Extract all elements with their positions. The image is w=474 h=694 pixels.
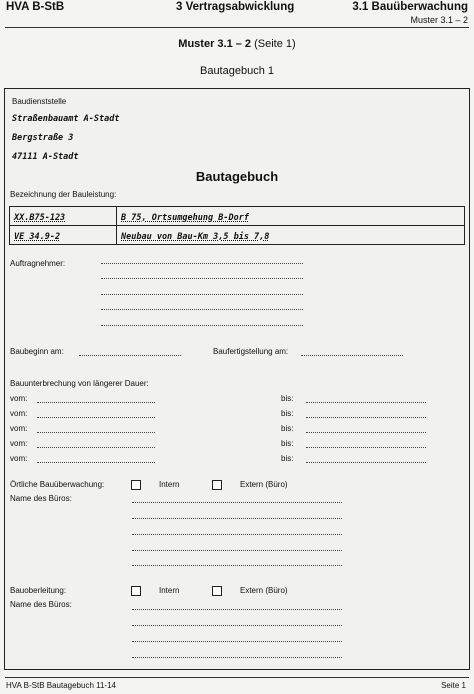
page-subtitle: Bautagebuch 1 <box>199 65 274 77</box>
office-line-2[interactable] <box>132 625 342 626</box>
contractor-line-5[interactable] <box>101 325 303 326</box>
to-label: bis: <box>281 424 294 433</box>
intern-label: Intern <box>159 480 180 489</box>
office-line-2[interactable] <box>132 518 342 519</box>
management-extern-checkbox[interactable] <box>212 586 222 596</box>
contractor-line-2[interactable] <box>101 278 303 279</box>
designation-table <box>9 206 465 245</box>
office-line-5[interactable] <box>132 565 342 566</box>
authority-city: 47111 A-Stadt <box>12 152 79 162</box>
intern-label: Intern <box>159 586 180 595</box>
page-title <box>0 38 474 50</box>
office-line-3[interactable] <box>132 534 342 535</box>
to-label: bis: <box>281 454 294 463</box>
authority-street: Bergstraße 3 <box>12 133 74 143</box>
designation-text-cell[interactable] <box>117 226 465 245</box>
to-date-field[interactable] <box>306 462 426 463</box>
from-label: vom: <box>10 409 28 418</box>
table-row <box>10 207 465 226</box>
page-indicator: (Seite 1) <box>251 38 296 50</box>
section-title: 3.1 Bauüberwachung <box>352 1 468 13</box>
chapter-title: 3 Vertragsabwicklung <box>176 1 295 13</box>
office-label: Name des Büros: <box>10 494 72 503</box>
footer-divider <box>5 677 469 678</box>
from-label: vom: <box>10 454 28 463</box>
from-date-field[interactable] <box>37 432 155 433</box>
form-frame <box>4 88 470 670</box>
from-date-field[interactable] <box>37 462 155 463</box>
designation-text: Neubau von Bau-Km 3,5 bis 7,8 <box>121 232 270 242</box>
to-label: bis: <box>281 394 294 403</box>
contractor-label: Auftragnehmer: <box>10 259 66 268</box>
designation-code-cell[interactable] <box>10 226 117 245</box>
from-date-field[interactable] <box>37 402 155 403</box>
to-date-field[interactable] <box>306 447 426 448</box>
from-date-field[interactable] <box>37 447 155 448</box>
office-label: Name des Büros: <box>10 600 72 609</box>
muster-ref: Muster 3.1 – 2 <box>410 15 468 25</box>
start-label: Baubeginn am: <box>10 347 64 356</box>
authority-label: Baudienststelle <box>12 97 67 106</box>
authority-name: Straßenbauamt A-Stadt <box>12 114 120 124</box>
finish-label: Baufertigstellung am: <box>213 347 289 356</box>
from-date-field[interactable] <box>37 417 155 418</box>
designation-code: VE 34.9-2 <box>14 232 61 242</box>
start-date-field[interactable] <box>79 355 181 356</box>
office-line-4[interactable] <box>132 550 342 551</box>
office-line-3[interactable] <box>132 641 342 642</box>
designation-text: B 75, Ortsumgehung B-Dorf <box>121 213 249 223</box>
doc-code: HVA B-StB <box>6 1 65 13</box>
contractor-line-4[interactable] <box>101 309 303 310</box>
to-date-field[interactable] <box>306 432 426 433</box>
to-label: bis: <box>281 409 294 418</box>
designation-text-cell[interactable] <box>117 207 465 226</box>
table-row <box>10 226 465 245</box>
extern-label: Extern (Büro) <box>240 586 288 595</box>
designation-code: XX.B75-123 <box>14 213 66 223</box>
from-label: vom: <box>10 424 28 433</box>
header-divider <box>5 27 469 28</box>
supervision-intern-checkbox[interactable] <box>131 480 141 490</box>
interruption-label: Bauunterbrechung von längerer Dauer: <box>10 379 149 388</box>
contractor-line-1[interactable] <box>101 263 303 264</box>
form-heading: Bautagebuch <box>195 169 279 184</box>
management-label: Bauoberleitung: <box>10 586 67 595</box>
extern-label: Extern (Büro) <box>240 480 288 489</box>
supervision-label: Örtliche Bauüberwachung: <box>10 480 105 489</box>
contractor-line-3[interactable] <box>101 294 303 295</box>
office-line-1[interactable] <box>132 609 342 610</box>
office-line-1[interactable] <box>132 502 342 503</box>
to-label: bis: <box>281 439 294 448</box>
office-line-4[interactable] <box>132 657 342 658</box>
designation-code-cell[interactable] <box>10 207 117 226</box>
management-intern-checkbox[interactable] <box>131 586 141 596</box>
supervision-extern-checkbox[interactable] <box>212 480 222 490</box>
to-date-field[interactable] <box>306 417 426 418</box>
to-date-field[interactable] <box>306 402 426 403</box>
finish-date-field[interactable] <box>301 355 403 356</box>
from-label: vom: <box>10 394 28 403</box>
designation-label: Bezeichnung der Bauleistung: <box>10 190 117 199</box>
from-label: vom: <box>10 439 28 448</box>
footer-doc-ref: HVA B-StB Bautagebuch 11-14 <box>6 681 116 690</box>
muster-number: Muster 3.1 – 2 <box>178 38 252 50</box>
footer-page-number: Seite 1 <box>441 681 466 690</box>
